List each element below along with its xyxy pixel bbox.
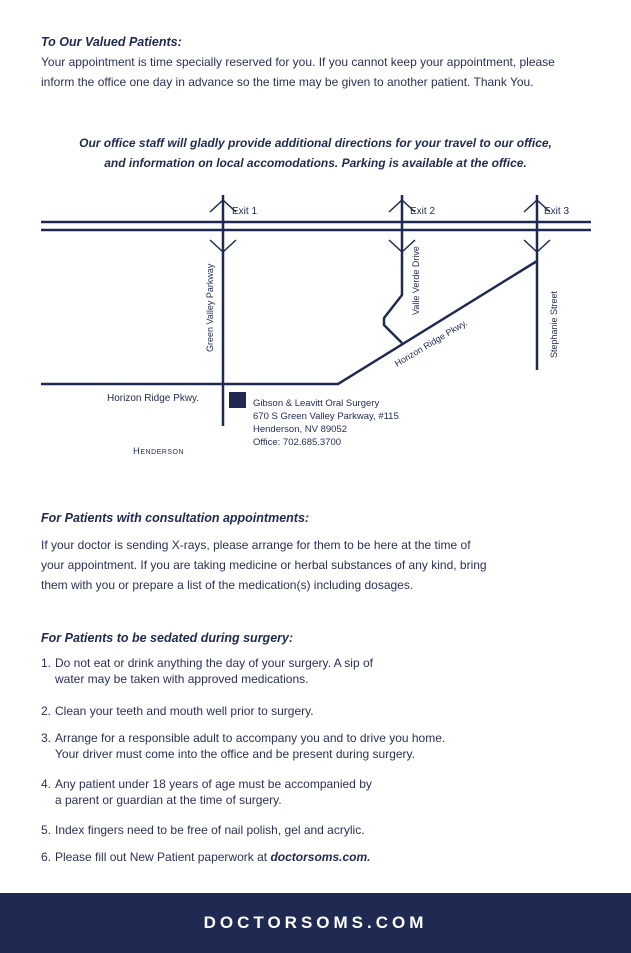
item-number: 5.: [41, 823, 52, 837]
notice-line: Your appointment is time specially reserved for you. If you cannot keep your appointment, please: [41, 55, 555, 69]
office-marker-icon: [229, 392, 246, 408]
item-text: Your driver must come into the office and be present during surgery.: [55, 747, 415, 761]
valle-verde-road: [384, 195, 402, 343]
item-text: Arrange for a responsible adult to accompany you and to drive you home.: [55, 731, 446, 745]
city-label: Henderson: [133, 446, 185, 457]
valle-verde-label: Valle Verde Drive: [411, 246, 421, 315]
notice-text: [41, 52, 555, 92]
directions-note: [0, 133, 631, 173]
consultation-line: your appointment. If you are taking medicine or herbal substances of any kind, bring: [41, 558, 487, 572]
consultation-line: them with you or prepare a list of the medication(s) including dosages.: [41, 578, 414, 592]
list-item: [41, 656, 373, 689]
item-number: 4.: [41, 777, 52, 791]
exit-3-label: Exit 3: [544, 206, 570, 217]
item-text: Clean your teeth and mouth well prior to surgery.: [55, 704, 314, 718]
item-text: Do not eat or drink anything the day of your surgery. A sip of: [55, 656, 373, 670]
office-phone: Office: 702.685.3700: [253, 437, 342, 448]
consultation-text: [41, 535, 487, 595]
footer-banner: [0, 893, 631, 953]
green-valley-label: Green Valley Parkway: [205, 263, 215, 352]
website-link[interactable]: doctorsoms.com.: [270, 850, 371, 864]
sedation-title: For Patients to be sedated during surgery:: [41, 631, 294, 645]
stephanie-label: Stephanie Street: [549, 290, 559, 358]
consultation-title: For Patients with consultation appointments:: [41, 511, 310, 525]
list-item: [41, 823, 365, 837]
office-address: 670 S Green Valley Parkway, #115: [253, 411, 399, 422]
list-item: [41, 850, 370, 864]
directions-map: [0, 190, 631, 465]
horizon-diag-label: Horizon Ridge Pkwy.: [392, 317, 470, 369]
item-number: 1.: [41, 656, 52, 670]
item-text: Any patient under 18 years of age must be accompanied by: [55, 777, 372, 791]
footer-website[interactable]: DOCTORSOMS.COM: [203, 913, 428, 932]
item-text: Index fingers need to be free of nail polish, gel and acrylic.: [55, 823, 365, 837]
item-number: 3.: [41, 731, 52, 745]
consultation-line: If your doctor is sending X-rays, please arrange for them to be here at the time of: [41, 538, 471, 552]
item-text: a parent or guardian at the time of surgery.: [55, 793, 282, 807]
item-number: 6.: [41, 850, 52, 864]
notice-title: To Our Valued Patients:: [41, 35, 182, 49]
list-item: [41, 704, 314, 718]
item-number: 2.: [41, 704, 52, 718]
directions-line: Our office staff will gladly provide additional directions for your travel to our office,: [79, 136, 552, 150]
item-text: Please fill out New Patient paperwork at: [55, 850, 271, 864]
exit-2-label: Exit 2: [410, 206, 436, 217]
list-item: [41, 777, 372, 810]
list-item: [41, 731, 445, 764]
directions-line: and information on local accomodations. Parking is available at the office.: [104, 156, 527, 170]
item-text: water may be taken with approved medications.: [55, 672, 309, 686]
horizon-left-label: Horizon Ridge Pkwy.: [107, 393, 200, 404]
notice-line: inform the office one day in advance so the time may be given to another patient. Thank You.: [41, 75, 534, 89]
office-city: Henderson, NV 89052: [253, 424, 348, 435]
office-name: Gibson & Leavitt Oral Surgery: [253, 398, 380, 409]
exit-1-label: Exit 1: [232, 206, 258, 217]
